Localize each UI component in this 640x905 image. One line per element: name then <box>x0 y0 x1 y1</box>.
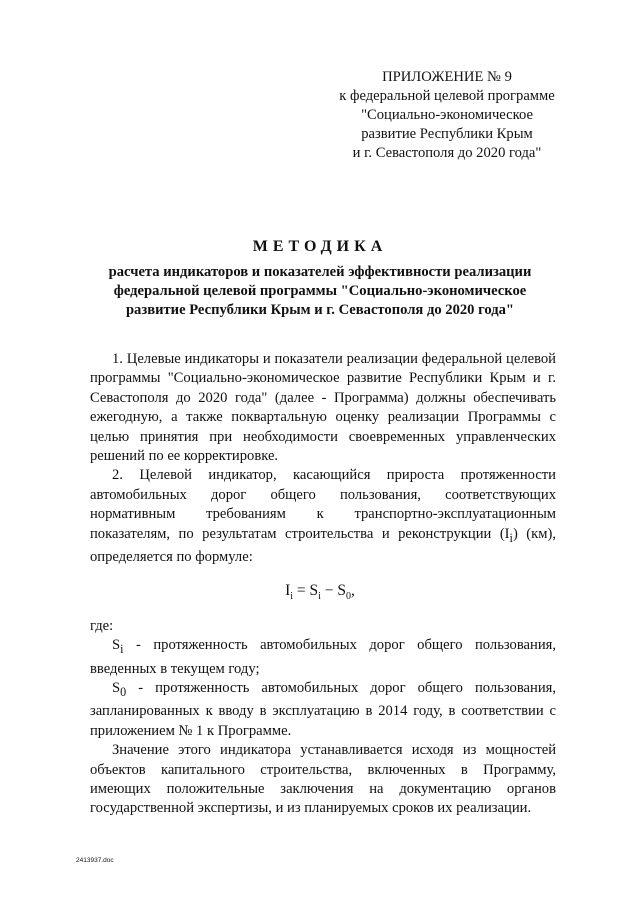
formula-term-2-subscript: 0 <box>346 591 352 603</box>
paragraph-3: Значение этого индикатора устанавливается исходя из мощностей объектов капитального строительства, включенных в Программу, имеющих положительные заключения на документацию органов государственной экспертизы, и из планируемых сроков их реализации. <box>90 742 556 817</box>
appendix-line: и г. Севастополя до 2020 года" <box>352 145 542 161</box>
appendix-line: к федеральной целевой программе <box>339 88 555 104</box>
definition-s-i-subscript: i <box>120 642 124 657</box>
definition-s-i-text: - протяженность автомобильных дорог общего пользования, введенных в текущем году; <box>90 637 556 677</box>
subtitle-line: расчета индикаторов и показателей эффективности реализации <box>108 264 532 280</box>
paragraph-2-subscript: i <box>509 530 513 545</box>
document-subtitle <box>70 263 570 320</box>
document-title: МЕТОДИКА <box>252 238 388 255</box>
body-section-2 <box>90 617 556 819</box>
subtitle-line: федеральной целевой программы "Социально-экономическое <box>113 283 527 299</box>
formula-term-1-subscript: i <box>318 591 321 603</box>
formula <box>0 582 640 602</box>
formula-lhs-subscript: i <box>290 591 294 603</box>
formula-minus: − <box>320 582 338 599</box>
footer-doc-id: 2413937.doc <box>76 857 114 864</box>
definition-s-0-symbol: S <box>112 680 121 697</box>
paragraph-2-text: 2. Целевой индикатор, касающийся прироста протяженности автомобильных дорог общего пользования, соответствующих нормативным требованиям к транспортно-эксплуатационным показателям, по результатам строительства и реконструкции (I <box>90 467 556 542</box>
definition-s-0-subscript: 0 <box>120 685 127 700</box>
definition-s-0-text: - протяженность автомобильных дорог общего пользования, запланированных к вводу в эксплуатацию в 2014 году, в соответствии с приложением № 1 к Программе. <box>90 680 556 739</box>
formula-lhs: I <box>285 582 291 599</box>
body-section-1 <box>90 350 556 567</box>
paragraph-2-end: ) (км), определяется по формуле: <box>90 525 556 565</box>
appendix-line: "Социально-экономическое <box>361 107 533 123</box>
where-label: где: <box>90 618 114 634</box>
definition-s-0 <box>90 679 556 741</box>
definition-s-i <box>90 636 556 679</box>
formula-term-2: S <box>337 582 347 599</box>
paragraph-2 <box>90 466 556 567</box>
appendix-header <box>318 68 576 163</box>
definition-s-i-symbol: S <box>112 637 121 654</box>
formula-equals: = <box>293 582 310 599</box>
appendix-title: ПРИЛОЖЕНИЕ № 9 <box>382 69 512 85</box>
formula-term-1: S <box>309 582 319 599</box>
appendix-line: развитие Республики Крым <box>361 126 533 142</box>
subtitle-line: развитие Республики Крым и г. Севастополя до 2020 года" <box>125 302 515 318</box>
formula-tail: , <box>351 582 355 599</box>
paragraph-1: 1. Целевые индикаторы и показатели реализации федеральной целевой программы "Социально-экономическое развитие Республики Крым и г. Севастополя до 2020 года" (далее - Программа) должны обеспечивать ежегодную, а также поквартальную оценку реализации Программы с целью принятия при необходимости своевременных управленческих решений по ее корректировке. <box>90 351 556 465</box>
